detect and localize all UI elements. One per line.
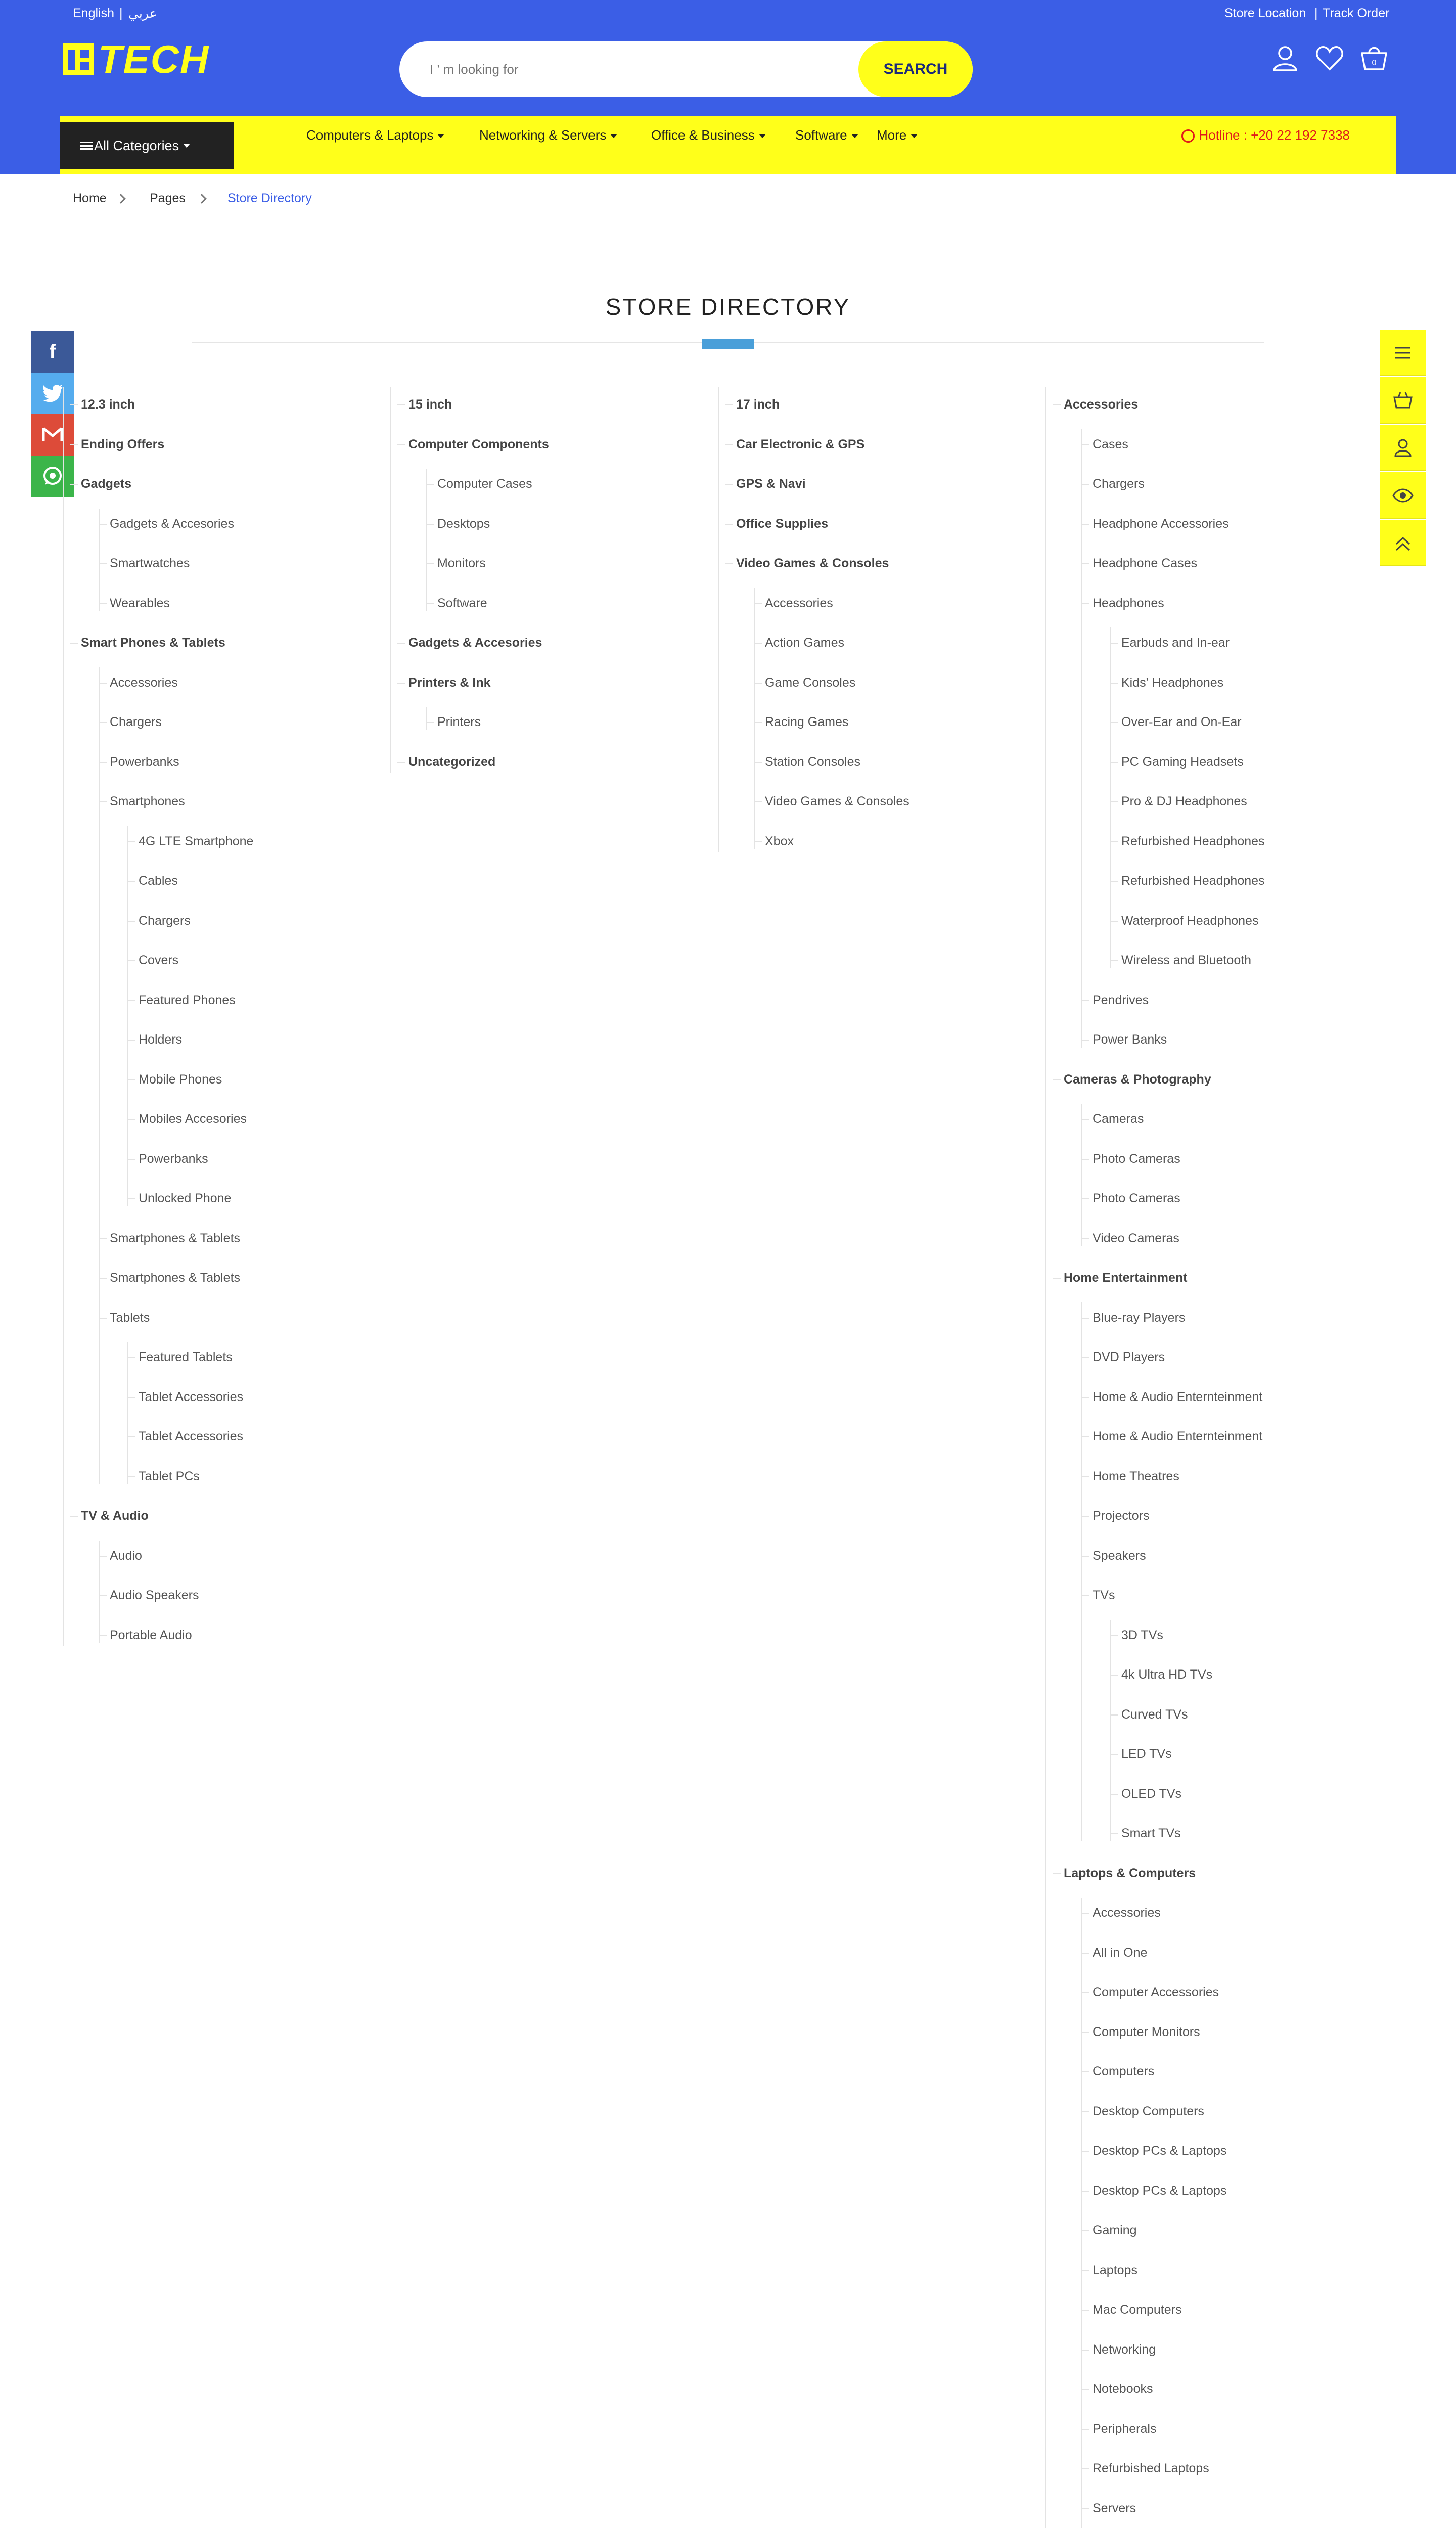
directory-link[interactable]: Blue-ray Players (1093, 1310, 1186, 1325)
directory-link[interactable]: Audio Speakers (110, 1588, 199, 1602)
directory-link[interactable]: Photo Cameras (1093, 1191, 1180, 1205)
directory-link[interactable]: Power Banks (1093, 1032, 1167, 1047)
directory-link[interactable]: Tablet Accessories (139, 1389, 244, 1404)
directory-link[interactable]: Uncategorized (408, 754, 496, 769)
directory-column-col3 (718, 387, 719, 852)
phone-icon (1181, 129, 1195, 143)
breadcrumb-chevron-icon (197, 194, 207, 204)
directory-link[interactable]: Laptops (1093, 2263, 1138, 2277)
directory-column-col1 (63, 387, 64, 1646)
svg-text:0: 0 (1372, 59, 1377, 67)
directory-link[interactable]: Gadgets (81, 477, 132, 491)
site-header (0, 0, 1456, 174)
directory-link[interactable]: Printers (437, 715, 481, 729)
directory-link[interactable]: LED TVs (1121, 1747, 1172, 1761)
directory-link[interactable]: Cameras & Photography (1064, 1072, 1211, 1087)
nav-software[interactable]: Software (795, 127, 858, 143)
breadcrumb-current: Store Directory (228, 191, 312, 205)
directory-link[interactable]: Covers (139, 953, 179, 967)
directory-link[interactable]: TV & Audio (81, 1509, 149, 1523)
directory-link[interactable]: Home & Audio Enternteinment (1093, 1389, 1263, 1404)
directory-link[interactable]: TVs (1093, 1588, 1115, 1602)
tree-guide-line (127, 826, 128, 1207)
eye-icon (1380, 472, 1426, 519)
directory-link[interactable]: Home & Audio Enternteinment (1093, 1429, 1263, 1443)
directory-link[interactable]: Networking (1093, 2342, 1156, 2357)
directory-link[interactable]: Holders (139, 1032, 183, 1047)
directory-link[interactable]: Computer Components (408, 437, 549, 452)
directory-link[interactable]: All in One (1093, 1945, 1148, 1960)
search-button[interactable]: SEARCH (858, 41, 973, 97)
directory-link[interactable]: Video Cameras (1093, 1231, 1179, 1245)
directory-link[interactable]: Pro & DJ Headphones (1121, 794, 1247, 808)
directory-link[interactable]: 4k Ultra HD TVs (1121, 1667, 1213, 1682)
nav-more[interactable]: More (877, 127, 918, 143)
directory-link[interactable]: Headphone Cases (1093, 556, 1198, 570)
directory-link[interactable]: Audio (110, 1548, 142, 1563)
tree-guide-line (127, 1342, 128, 1484)
directory-link[interactable]: Home Entertainment (1064, 1271, 1188, 1285)
directory-link[interactable]: Gadgets & Accesories (110, 516, 234, 531)
directory-link[interactable]: Unlocked Phone (139, 1191, 232, 1205)
double-chevron-up-icon (1380, 520, 1426, 566)
directory-link[interactable]: 15 inch (408, 397, 452, 412)
back-to-top-button[interactable] (1380, 520, 1426, 566)
directory-link[interactable]: Desktop PCs & Laptops (1093, 2144, 1227, 2158)
directory-link[interactable]: Peripherals (1093, 2421, 1157, 2436)
directory-link[interactable]: Servers (1093, 2501, 1136, 2515)
directory-column-col4 (1045, 387, 1046, 2528)
directory-link[interactable]: Gadgets & Accesories (408, 636, 542, 650)
directory-link[interactable]: Computer Monitors (1093, 2024, 1200, 2039)
tree-guide-line (426, 469, 427, 611)
directory-link[interactable]: Video Games & Consoles (736, 556, 889, 570)
site-logo[interactable] (63, 37, 214, 81)
logo-mark (63, 43, 94, 75)
directory-link[interactable]: Photo Cameras (1093, 1151, 1180, 1166)
directory-link[interactable]: Game Consoles (765, 675, 856, 690)
user-icon[interactable] (1270, 43, 1300, 73)
directory-link[interactable]: Earbuds and In-ear (1121, 636, 1230, 650)
tree-guide-line (99, 667, 100, 1484)
cart-icon[interactable] (1359, 43, 1389, 73)
directory-link[interactable]: Waterproof Headphones (1121, 913, 1259, 928)
all-categories-label: All Categories (94, 138, 179, 153)
chevron-down-icon (183, 144, 190, 148)
directory-link[interactable]: Cables (139, 874, 178, 888)
all-categories-button[interactable] (60, 122, 234, 169)
directory-link[interactable]: Desktops (437, 516, 490, 531)
directory-link[interactable]: 3D TVs (1121, 1628, 1163, 1642)
directory-link[interactable]: Accessories (1064, 397, 1139, 412)
track-order-link[interactable]: Track Order (1323, 6, 1390, 20)
directory-link[interactable]: Smart Phones & Tablets (81, 636, 225, 650)
tree-guide-line (754, 588, 755, 849)
directory-link[interactable]: Cases (1093, 437, 1128, 452)
directory-link[interactable]: Computer Accessories (1093, 1985, 1219, 1999)
directory-link[interactable]: Ending Offers (81, 437, 165, 452)
directory-link[interactable]: Xbox (765, 834, 794, 848)
tree-guide-line (1081, 1302, 1082, 1842)
directory-link[interactable]: Mac Computers (1093, 2303, 1182, 2317)
directory-link[interactable]: Tablet PCs (139, 1469, 200, 1483)
breadcrumb-pages[interactable]: Pages (150, 191, 186, 205)
nav-office-business[interactable]: Office & Business (651, 127, 766, 143)
search-bar (399, 41, 973, 97)
directory-link[interactable]: Video Games & Consoles (765, 794, 909, 808)
tree-guide-line (1110, 1620, 1111, 1842)
directory-link[interactable]: Refurbished Headphones (1121, 834, 1265, 848)
search-input[interactable] (430, 57, 824, 82)
directory-link[interactable]: Chargers (110, 715, 162, 729)
directory-link[interactable]: Refurbished Headphones (1121, 874, 1265, 888)
directory-link[interactable]: Computer Cases (437, 477, 532, 491)
directory-link[interactable]: Smartphones (110, 794, 185, 808)
menu-tool-button[interactable] (1380, 330, 1426, 376)
twitter-icon[interactable] (31, 373, 74, 414)
tree-guide-line (1081, 429, 1082, 1048)
directory-link[interactable]: GPS & Navi (736, 477, 806, 491)
directory-link[interactable]: 17 inch (736, 397, 780, 412)
directory-link[interactable]: Cameras (1093, 1112, 1144, 1126)
directory-link[interactable]: Wireless and Bluetooth (1121, 953, 1252, 967)
directory-link[interactable]: PC Gaming Headsets (1121, 754, 1244, 769)
directory-link[interactable]: Mobile Phones (139, 1072, 222, 1087)
directory-link[interactable]: Smartphones & Tablets (110, 1271, 241, 1285)
directory-link[interactable]: Portable Audio (110, 1628, 192, 1642)
directory-link[interactable]: Laptops & Computers (1064, 1866, 1196, 1880)
gmail-icon[interactable] (31, 414, 74, 456)
directory-link[interactable]: Refurbished Laptops (1093, 2461, 1209, 2475)
directory-link[interactable]: Wearables (110, 596, 170, 610)
directory-link[interactable]: Pendrives (1093, 992, 1149, 1007)
lang-arabic-link[interactable]: عربي (128, 7, 157, 21)
directory-link[interactable]: Headphones (1093, 596, 1164, 610)
directory-link[interactable]: 12.3 inch (81, 397, 135, 412)
directory-link[interactable]: Home Theatres (1093, 1469, 1179, 1483)
lang-separator: | (119, 6, 123, 20)
directory-link[interactable]: Desktop PCs & Laptops (1093, 2183, 1227, 2198)
directory-link[interactable]: Computers (1093, 2064, 1155, 2079)
directory-link[interactable]: Speakers (1093, 1548, 1146, 1563)
nav-networking-servers[interactable]: Networking & Servers (479, 127, 617, 143)
cart-tool-button[interactable] (1380, 377, 1426, 424)
directory-link[interactable]: DVD Players (1093, 1350, 1165, 1364)
directory-link[interactable]: 4G LTE Smartphone (139, 834, 254, 848)
directory-link[interactable]: Accessories (765, 596, 833, 610)
directory-link[interactable]: Gaming (1093, 2223, 1137, 2237)
user-icon (1380, 425, 1426, 471)
logo-text: TECH (98, 37, 210, 81)
directory-link[interactable]: Action Games (765, 636, 845, 650)
directory-link[interactable]: Curved TVs (1121, 1707, 1188, 1722)
directory-link[interactable]: Smartphones & Tablets (110, 1231, 241, 1245)
directory-link[interactable]: Headphone Accessories (1093, 516, 1229, 531)
directory-link[interactable]: Tablet Accessories (139, 1429, 244, 1443)
breadcrumb-home[interactable]: Home (73, 191, 107, 205)
page-title: STORE DIRECTORY (605, 294, 851, 320)
tree-guide-line (1110, 627, 1111, 968)
directory-link[interactable]: Over-Ear and On-Ear (1121, 715, 1242, 729)
wishlist-heart-icon[interactable] (1314, 43, 1345, 73)
tree-guide-line (99, 1541, 100, 1643)
directory-link[interactable]: Office Supplies (736, 516, 828, 531)
directory-link[interactable]: Accessories (110, 675, 178, 690)
directory-link[interactable]: Racing Games (765, 715, 849, 729)
hotline[interactable] (1181, 127, 1350, 143)
directory-link[interactable]: Accessories (1093, 1906, 1161, 1920)
directory-link[interactable]: Monitors (437, 556, 486, 570)
account-tool-button[interactable] (1380, 425, 1426, 471)
directory-link[interactable]: Kids' Headphones (1121, 675, 1224, 690)
directory-link[interactable]: Chargers (139, 913, 191, 928)
hotline-text: Hotline : +20 22 192 7338 (1199, 127, 1350, 143)
top-separator: | (1314, 6, 1318, 20)
directory-link[interactable]: Desktop Computers (1093, 2104, 1204, 2118)
title-accent-bar (702, 339, 754, 349)
menu-icon (80, 142, 93, 150)
directory-link[interactable]: Software (437, 596, 487, 610)
directory-link[interactable]: Powerbanks (139, 1151, 208, 1166)
directory-link[interactable]: Printers & Ink (408, 675, 491, 690)
breadcrumb-chevron-icon (116, 194, 126, 204)
lang-english-link[interactable]: English (73, 6, 114, 20)
tree-guide-line (426, 707, 427, 730)
whatsapp-icon[interactable] (31, 456, 74, 497)
directory-link[interactable]: Station Consoles (765, 754, 861, 769)
main-nav (60, 116, 1396, 174)
hamburger-icon (1380, 330, 1426, 376)
directory-link[interactable]: Car Electronic & GPS (736, 437, 865, 452)
directory-link[interactable]: Smartwatches (110, 556, 190, 570)
tree-guide-line (1081, 1104, 1082, 1246)
directory-link[interactable]: Chargers (1093, 477, 1145, 491)
directory-link[interactable]: Featured Tablets (139, 1350, 233, 1364)
nav-computers-laptops[interactable]: Computers & Laptops (306, 127, 444, 143)
directory-link[interactable]: Projectors (1093, 1509, 1150, 1523)
directory-link[interactable]: Smart TVs (1121, 1826, 1181, 1840)
directory-column-col2 (390, 387, 391, 773)
tree-guide-line (99, 509, 100, 611)
directory-link[interactable]: Featured Phones (139, 992, 236, 1007)
store-location-link[interactable]: Store Location (1224, 6, 1306, 20)
directory-link[interactable]: Notebooks (1093, 2382, 1153, 2396)
basket-icon (1380, 377, 1426, 424)
recently-viewed-tool-button[interactable] (1380, 472, 1426, 519)
directory-link[interactable]: Powerbanks (110, 754, 179, 769)
directory-link[interactable]: Mobiles Accesories (139, 1112, 247, 1126)
directory-link[interactable]: Tablets (110, 1310, 150, 1325)
facebook-icon[interactable]: f (31, 331, 74, 373)
directory-link[interactable]: OLED TVs (1121, 1786, 1182, 1801)
